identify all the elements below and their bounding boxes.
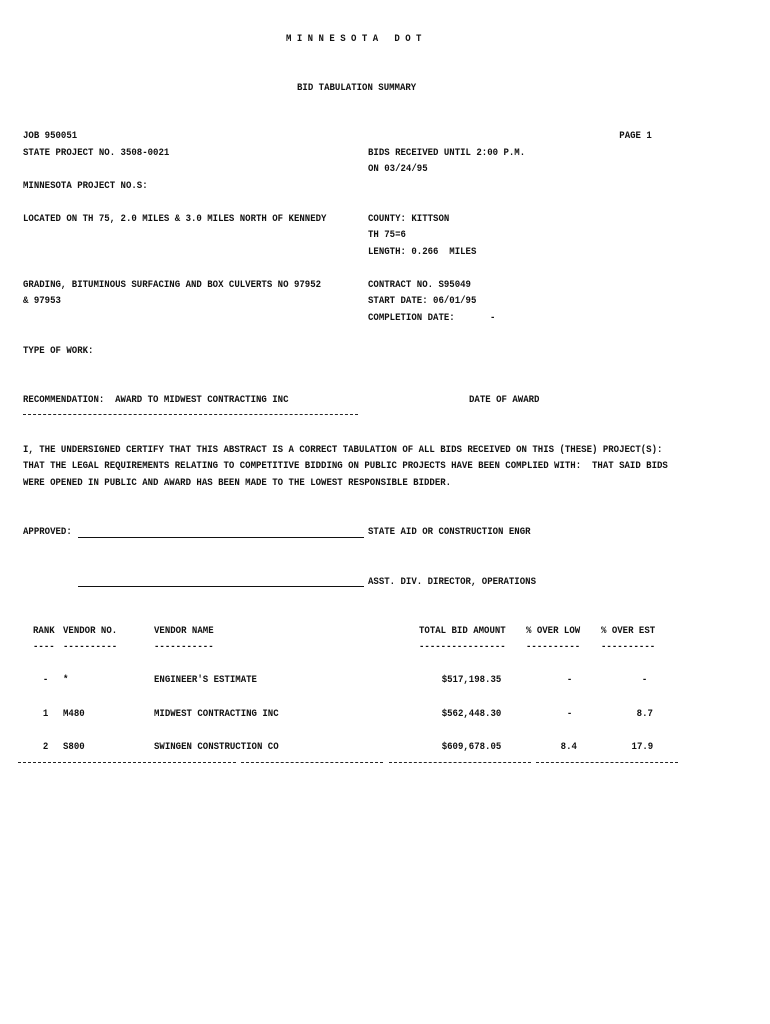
date-of-award: DATE OF AWARD [469,394,540,406]
col-underline-over-low: ---------- [526,641,581,653]
completion-date-value: - [490,312,496,324]
location: LOCATED ON TH 75, 2.0 MILES & 3.0 MILES NORTH OF KENNEDY [23,213,327,225]
col-header-rank: RANK [33,625,55,637]
col-underline-over-est: ---------- [601,641,656,653]
row-vendor-no: S800 [63,741,85,753]
row-vendor-no: M480 [63,708,85,720]
length: LENGTH: 0.266 MILES [368,246,477,258]
row-over-est: 17.9 [631,741,653,753]
row-total: $517,198.35 [441,674,501,686]
table-bottom-rule [536,762,678,763]
col-header-vendor-no: VENDOR NO. [63,625,118,637]
agency-name: M I N N E S O T A D O T [286,33,422,45]
certification-line1: I, THE UNDERSIGNED CERTIFY THAT THIS ABSTRACT IS A CORRECT TABULATION OF ALL BIDS RECEIVED ON THIS (THESE) PROJECT(S): [23,444,663,456]
recommendation: RECOMMENDATION: AWARD TO MIDWEST CONTRACTING INC [23,394,289,406]
row-vendor-name: MIDWEST CONTRACTING INC [154,708,279,720]
bids-received: BIDS RECEIVED UNTIL 2:00 P.M. [368,147,526,159]
row-over-low: - [566,708,572,720]
job-number: JOB 950051 [23,130,78,142]
contract-number: CONTRACT NO. S95049 [368,279,471,291]
table-bottom-rule [18,762,236,763]
certification-line2: THAT THE LEGAL REQUIREMENTS RELATING TO COMPETITIVE BIDDING ON PUBLIC PROJECTS HAVE BEEN COMPLIED WITH: THAT SAID BIDS [23,460,668,472]
col-header-vendor-name: VENDOR NAME [154,625,214,637]
row-over-low: 8.4 [560,741,577,753]
recommendation-divider [23,414,358,415]
row-over-est: - [641,674,647,686]
table-bottom-rule [389,762,531,763]
state-project: STATE PROJECT NO. 3508-0021 [23,147,170,159]
row-vendor-no: * [63,674,69,686]
approved-label: APPROVED: [23,526,72,538]
work-description-line2: & 97953 [23,295,61,307]
row-over-est: 8.7 [636,708,653,720]
col-underline-vendor-name: ----------- [154,641,214,653]
col-underline-vendor-no: ---------- [63,641,118,653]
work-description-line1: GRADING, BITUMINOUS SURFACING AND BOX CULVERTS NO 97952 [23,279,322,291]
signature-line-2 [78,586,364,587]
certification-line3: WERE OPENED IN PUBLIC AND AWARD HAS BEEN MADE TO THE LOWEST RESPONSIBLE BIDDER. [23,477,452,489]
row-vendor-name: ENGINEER'S ESTIMATE [154,674,257,686]
col-underline-total: ---------------- [419,641,506,653]
page-title: BID TABULATION SUMMARY [297,82,417,94]
row-rank: - [42,674,48,686]
col-header-over-est: % OVER EST [601,625,656,637]
row-total: $609,678.05 [441,741,501,753]
bids-date: ON 03/24/95 [368,163,428,175]
col-header-total: TOTAL BID AMOUNT [419,625,506,637]
col-underline-rank: ---- [33,641,55,653]
page-number: PAGE 1 [619,130,652,142]
trunk-highway: TH 75=6 [368,229,406,241]
table-bottom-rule [241,762,383,763]
county: COUNTY: KITTSON [368,213,450,225]
row-rank: 1 [42,708,48,720]
completion-date-label: COMPLETION DATE: [368,312,455,324]
row-rank: 2 [42,741,48,753]
signature-line-1 [78,537,364,538]
signature-title-1: STATE AID OR CONSTRUCTION ENGR [368,526,531,538]
row-vendor-name: SWINGEN CONSTRUCTION CO [154,741,279,753]
signature-title-2: ASST. DIV. DIRECTOR, OPERATIONS [368,576,536,588]
col-header-over-low: % OVER LOW [526,625,581,637]
minnesota-project: MINNESOTA PROJECT NO.S: [23,180,148,192]
row-over-low: - [566,674,572,686]
row-total: $562,448.30 [441,708,501,720]
start-date: START DATE: 06/01/95 [368,295,477,307]
type-of-work: TYPE OF WORK: [23,345,94,357]
